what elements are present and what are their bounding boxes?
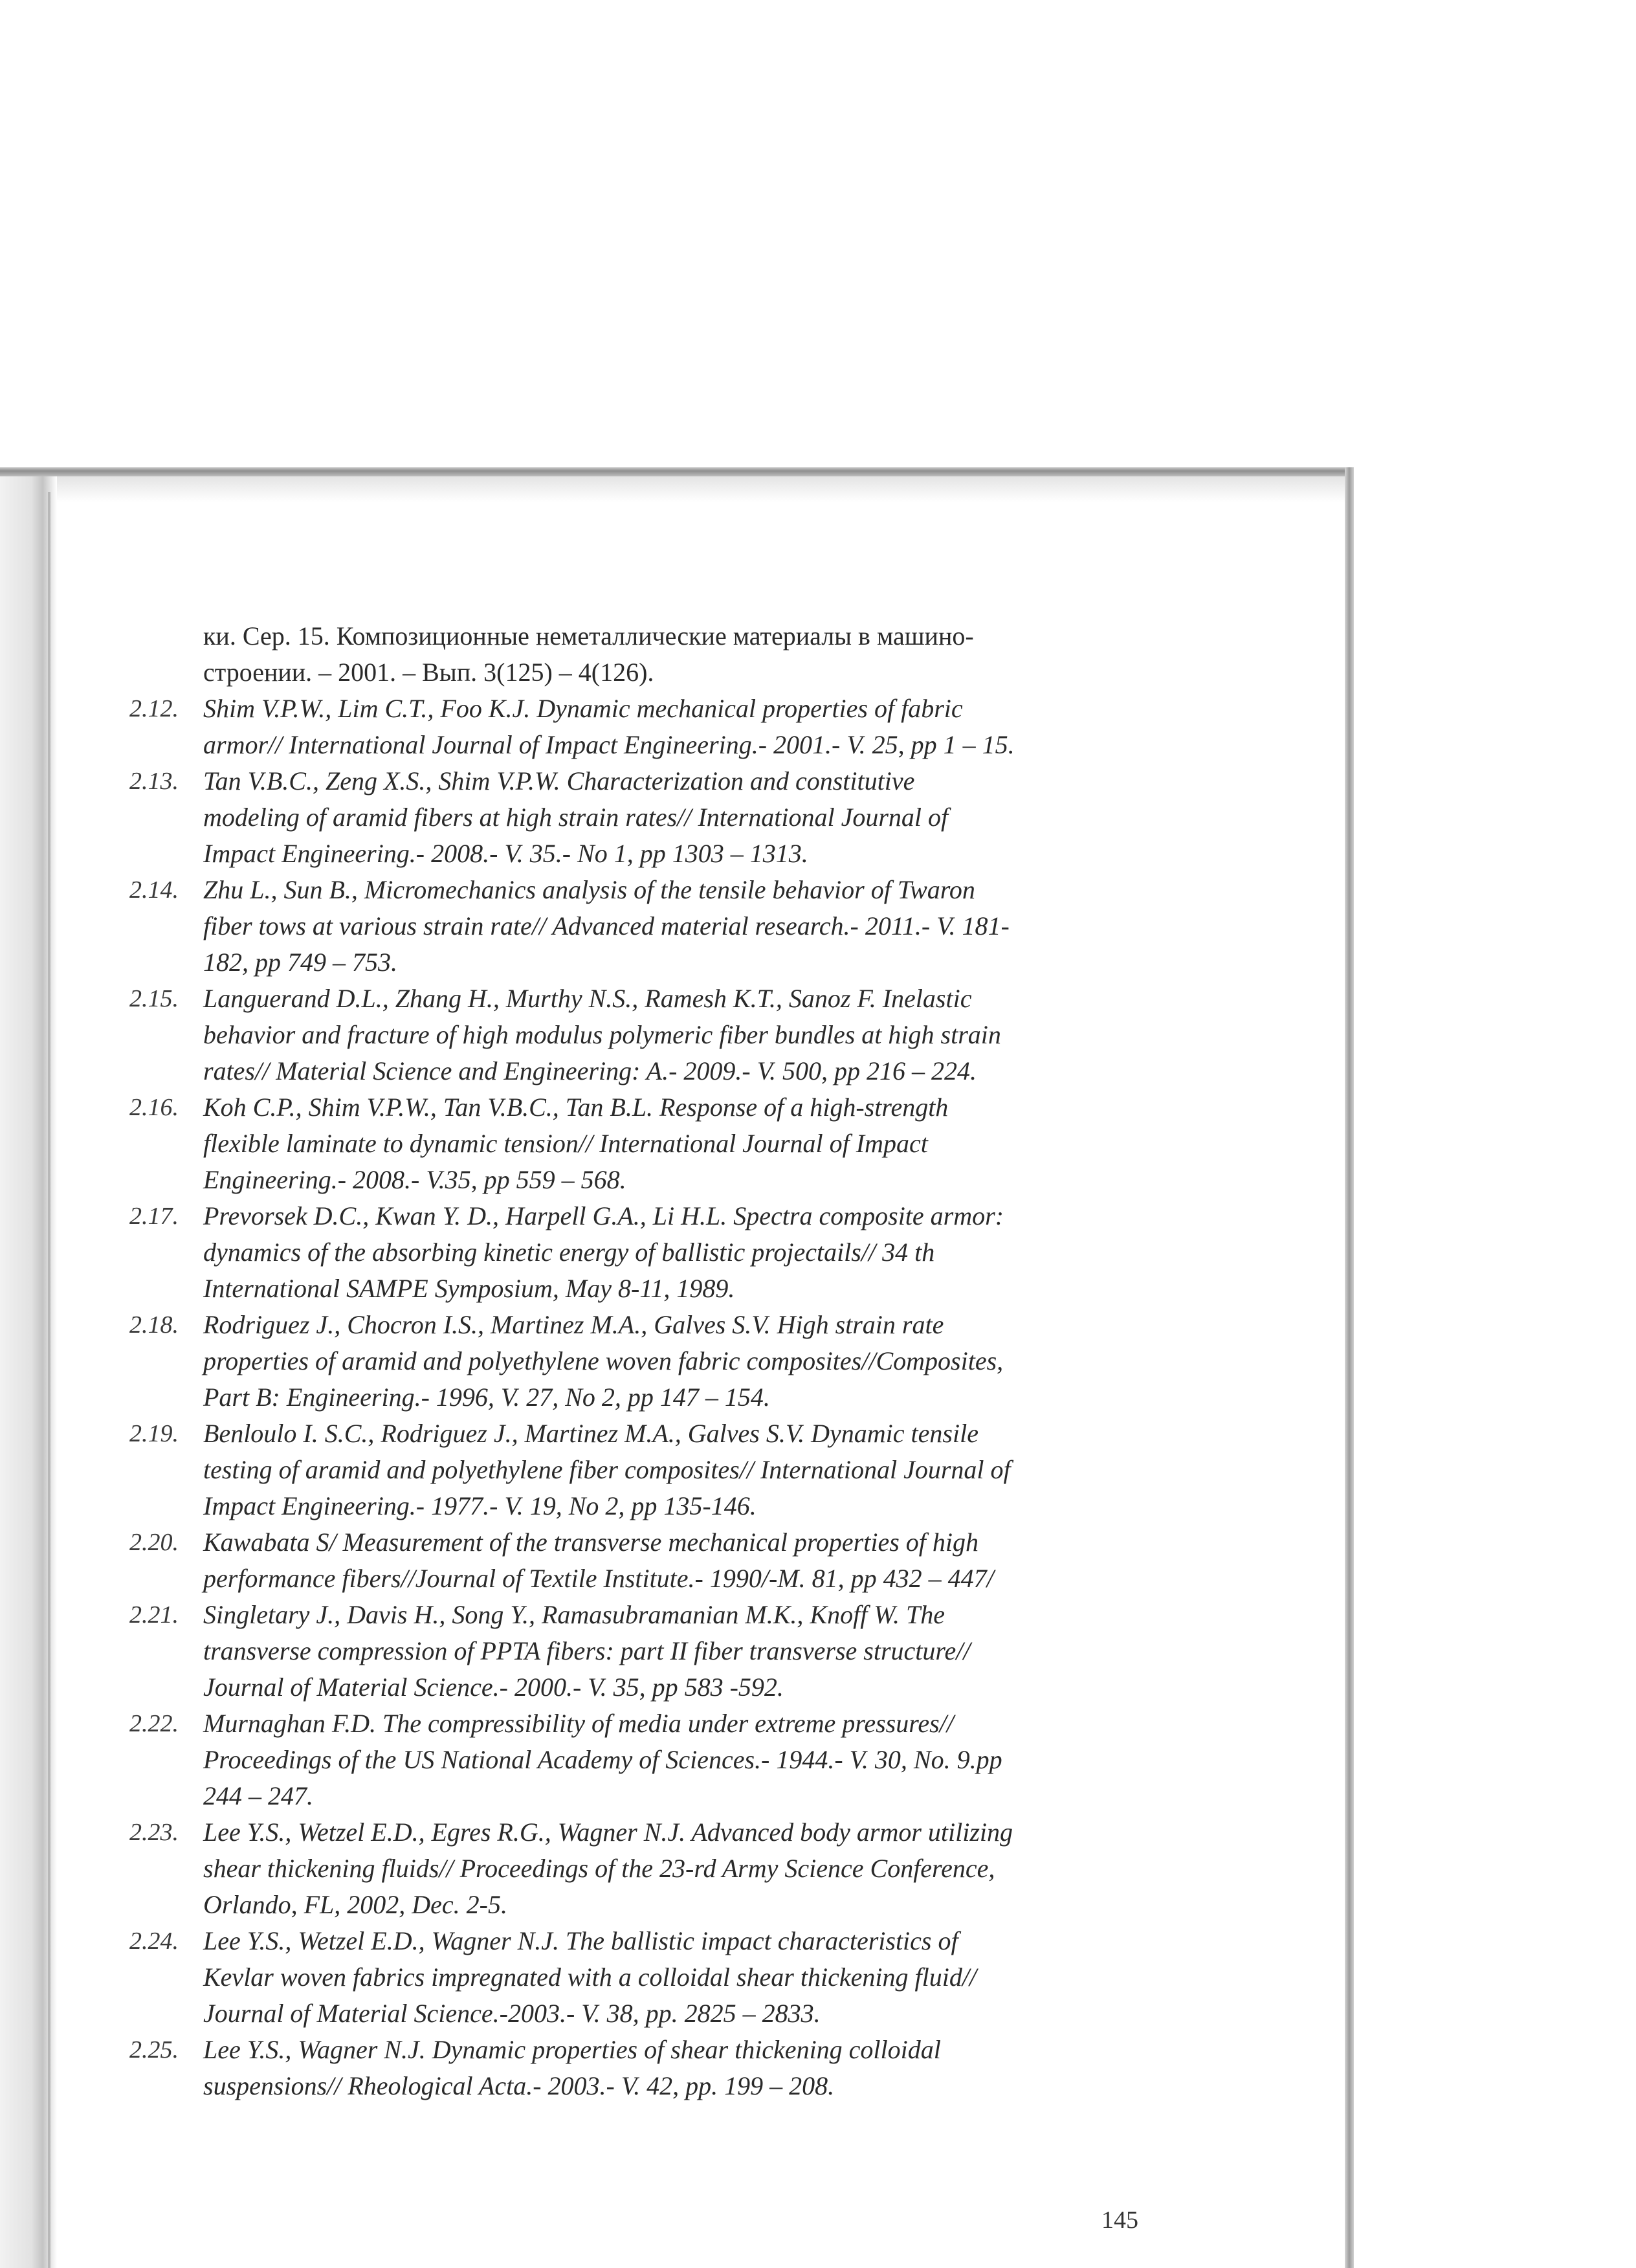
reference-text-line: Singletary J., Davis H., Song Y., Ramasubramanian M.K., Knoff W. The: [203, 1600, 945, 1629]
reference-text-line: Tan V.B.C., Zeng X.S., Shim V.P.W. Characterization and constitutive: [203, 766, 915, 795]
reference-text-line: Zhu L., Sun B., Micromechanics analysis of the tensile behavior of Twaron: [203, 875, 975, 904]
reference-text-line: International SAMPE Symposium, May 8-11, 1989.: [203, 1274, 735, 1303]
reference-text-line: performance fibers//Journal of Textile Institute.- 1990/-M. 81, pp 432 – 447/: [203, 1564, 994, 1593]
reference-text-line: behavior and fracture of high modulus polymeric fiber bundles at high strain: [203, 1020, 1001, 1049]
reference-text-line: dynamics of the absorbing kinetic energy of ballistic projectails// 34 th: [203, 1238, 935, 1267]
reference-text-line: Lee Y.S., Wetzel E.D., Egres R.G., Wagner N.J. Advanced body armor utilizing: [203, 1818, 1013, 1847]
page-top-edge: [0, 467, 1353, 476]
reference-text-line: Kawabata S/ Measurement of the transverse mechanical properties of high: [203, 1528, 978, 1557]
reference-item: [129, 1923, 1165, 2032]
reference-item: [129, 1089, 1165, 1198]
reference-text-line: Proceedings of the US National Academy of Sciences.- 1944.- V. 30, No. 9.pp: [203, 1745, 1002, 1774]
reference-text-line: Koh C.P., Shim V.P.W., Tan V.B.C., Tan B.L. Response of a high-strength: [203, 1093, 949, 1122]
reference-number: 2.20.: [129, 1529, 179, 1556]
reference-text-line: suspensions// Rheological Acta.- 2003.- V. 42, pp. 199 – 208.: [203, 2071, 835, 2100]
reference-text-line: Benloulo I. S.C., Rodriguez J., Martinez M.A., Galves S.V. Dynamic tensile: [203, 1419, 978, 1448]
reference-number: 2.14.: [129, 876, 179, 904]
reference-text-line: Lee Y.S., Wetzel E.D., Wagner N.J. The ballistic impact characteristics of: [203, 1926, 958, 1955]
reference-text-line: Engineering.- 2008.- V.35, pp 559 – 568.: [203, 1165, 626, 1194]
reference-number: 2.17.: [129, 1203, 179, 1230]
reference-item: [129, 1198, 1165, 1307]
reference-text-line: 182, pp 749 – 753.: [203, 948, 397, 977]
reference-text-line: armor// International Journal of Impact Engineering.- 2001.- V. 25, pp 1 – 15.: [203, 730, 1015, 759]
reference-text-line: Prevorsek D.C., Kwan Y. D., Harpell G.A., Li H.L. Spectra composite armor:: [203, 1201, 1004, 1230]
reference-text-line: Journal of Material Science.- 2000.- V. 35, pp 583 -592.: [203, 1673, 784, 1702]
reference-item: [129, 1524, 1165, 1597]
reference-number: 2.16.: [129, 1094, 179, 1121]
page-right-edge: [1345, 467, 1354, 2268]
reference-text-line: flexible laminate to dynamic tension// International Journal of Impact: [203, 1129, 928, 1158]
references-container: [129, 691, 1165, 2104]
reference-item: [129, 981, 1165, 1089]
reference-item: [129, 1706, 1165, 1814]
reference-text-line: Lee Y.S., Wagner N.J. Dynamic properties of shear thickening colloidal: [203, 2035, 941, 2064]
page-right-margin: [1354, 467, 1636, 2268]
reference-text-line: Impact Engineering.- 2008.- V. 35.- No 1, pp 1303 – 1313.: [203, 839, 808, 868]
reference-text-line: Murnaghan F.D. The compressibility of media under extreme pressures//: [203, 1709, 954, 1738]
reference-text-line: Kevlar woven fabrics impregnated with a colloidal shear thickening fluid//: [203, 1962, 977, 1992]
reference-item: [129, 1597, 1165, 1706]
reference-item: [129, 1307, 1165, 1416]
reference-text-line: Impact Engineering.- 1977.- V. 19, No 2, pp 135-146.: [203, 1491, 757, 1520]
reference-item: [129, 1814, 1165, 1923]
intro-line-1: ки. Сер. 15. Композиционные неметаллические материалы в машино-: [203, 621, 974, 650]
reference-number: 2.25.: [129, 2036, 179, 2063]
reference-text-line: Shim V.P.W., Lim C.T., Foo K.J. Dynamic mechanical properties of fabric: [203, 694, 963, 723]
reference-text-line: fiber tows at various strain rate// Advanced material research.- 2011.- V. 181-: [203, 911, 1010, 940]
reference-number: 2.21.: [129, 1601, 179, 1629]
reference-text-line: rates// Material Science and Engineering: A.- 2009.- V. 500, pp 216 – 224.: [203, 1056, 977, 1085]
reference-text-line: transverse compression of PPTA fibers: part II fiber transverse structure//: [203, 1636, 971, 1665]
reference-number: 2.22.: [129, 1710, 179, 1737]
page-top-shadow: [0, 476, 1353, 502]
reference-number: 2.18.: [129, 1311, 179, 1339]
reference-text-line: testing of aramid and polyethylene fiber composites// International Journal of: [203, 1455, 1011, 1484]
reference-number: 2.13.: [129, 768, 179, 795]
reference-text-line: modeling of aramid fibers at high strain rates// International Journal of: [203, 803, 949, 832]
page-number: 145: [1101, 2207, 1138, 2234]
reference-text-line: Orlando, FL, 2002, Dec. 2-5.: [203, 1890, 507, 1919]
page-left-edge-line: [48, 492, 50, 2268]
reference-text-line: 244 – 247.: [203, 1781, 313, 1810]
reference-item: [129, 1416, 1165, 1524]
reference-item: [129, 872, 1165, 981]
reference-list: [129, 618, 1165, 2104]
reference-text-line: properties of aramid and polyethylene woven fabric composites//Composites,: [203, 1346, 1004, 1375]
reference-number: 2.24.: [129, 1928, 179, 1955]
reference-number: 2.15.: [129, 985, 179, 1012]
reference-number: 2.12.: [129, 695, 179, 722]
reference-text-line: Part B: Engineering.- 1996, V. 27, No 2, pp 147 – 154.: [203, 1383, 770, 1412]
reference-item: [129, 763, 1165, 872]
reference-text-line: Languerand D.L., Zhang H., Murthy N.S., Ramesh K.T., Sanoz F. Inelastic: [203, 984, 972, 1013]
reference-number: 2.23.: [129, 1819, 179, 1846]
reference-item: [129, 691, 1165, 763]
intro-line-2: строении. – 2001. – Вып. 3(125) – 4(126).: [203, 658, 654, 687]
reference-item: [129, 2032, 1165, 2104]
reference-text-line: shear thickening fluids// Proceedings of the 23-rd Army Science Conference,: [203, 1854, 995, 1883]
reference-text-line: Rodriguez J., Chocron I.S., Martinez M.A., Galves S.V. High strain rate: [203, 1310, 944, 1339]
reference-text-line: Journal of Material Science.-2003.- V. 38, pp. 2825 – 2833.: [203, 1999, 821, 2028]
reference-number: 2.19.: [129, 1420, 179, 1447]
